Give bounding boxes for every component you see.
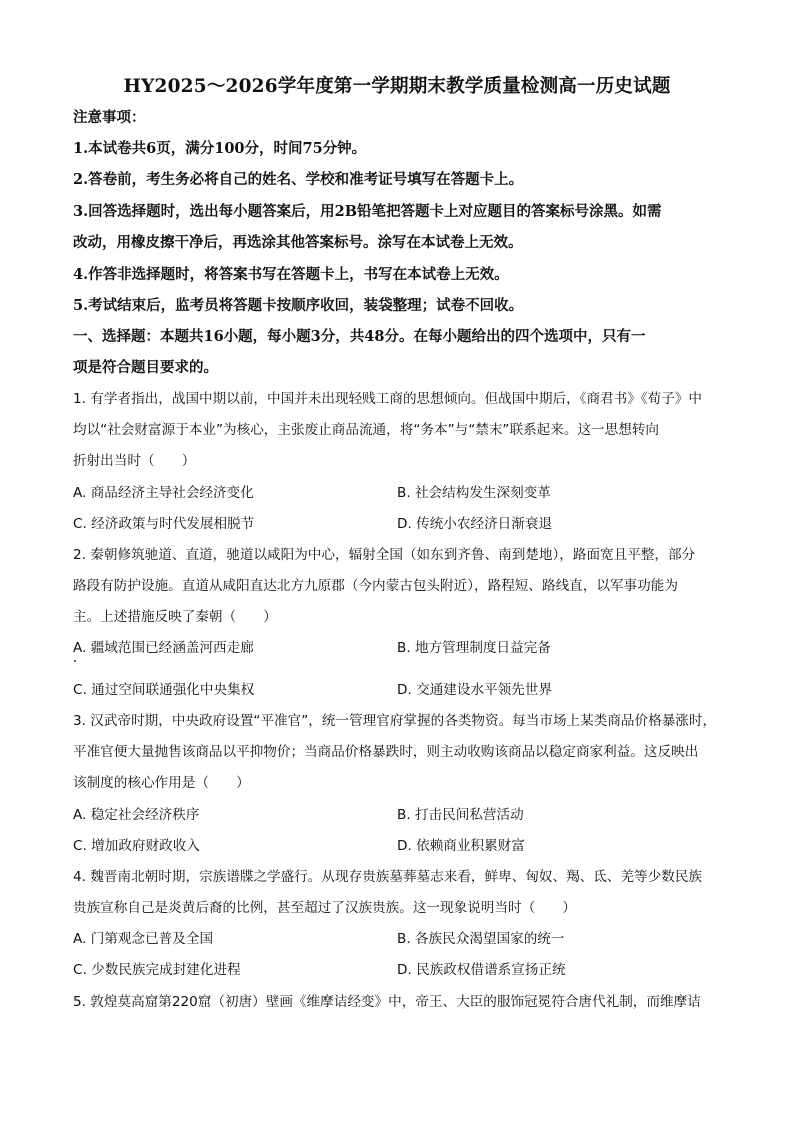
section-heading: 一、选择题：本题共16小题，每小题3分，共48分。在每小题给出的四个选项中，只有一 — [73, 328, 646, 345]
question-4-line-1: 4. 魏晋南北朝时期，宗族谱牒之学盛行。从现存贵族墓葬墓志来看，鲜卑、匈奴、羯、氐、羌等少数民族 — [73, 869, 703, 885]
question-3-option-d: D. 依赖商业积累财富 — [397, 838, 525, 854]
question-1-line-2: 均以“社会财富源于本业”为核心，主张废止商品流通，将“务本”与“禁末”联系起来。这一思想转向 — [73, 422, 660, 438]
question-2-option-d: D. 交通建设水平领先世界 — [397, 682, 553, 698]
question-3-option-a: A. 稳定社会经济秩序 — [73, 807, 200, 823]
question-2-line-2: 路段有防护设施。直道从咸阳直达北方九原郡（今内蒙古包头附近），路程短、路线直，以军事功能为 — [73, 578, 678, 594]
notice-item-4: 4.作答非选择题时，将答案书写在答题卡上，书写在本试卷上无效。 — [73, 266, 509, 283]
notice-item-2: 2.答卷前，考生务必将自己的姓名、学校和准考证号填写在答题卡上。 — [73, 171, 524, 188]
question-1-option-c: C. 经济政策与时代发展相脱节 — [73, 516, 255, 532]
question-1-line-3: 折射出当时（ ） — [73, 453, 196, 469]
question-4-option-a: A. 门第观念已普及全国 — [73, 931, 214, 947]
section-heading-cont: 项是符合题目要求的。 — [73, 359, 218, 376]
question-4-option-d: D. 民族政权借谱系宣扬正统 — [397, 962, 566, 978]
notice-item-5: 5.考试结束后，监考员将答题卡按顺序收回，装袋整理；试卷不回收。 — [73, 297, 524, 314]
notice-item-1: 1.本试卷共6页，满分100分，时间75分钟。 — [73, 140, 367, 157]
exam-title: HY2025～2026学年度第一学期期末教学质量检测高一历史试题 — [123, 76, 671, 97]
question-4-line-2: 贵族宣称自己是炎黄后裔的比例，甚至超过了汉族贵族。这一现象说明当时（ ） — [73, 900, 576, 916]
question-2-option-c: C. 通过空间联通强化中央集权 — [73, 682, 255, 698]
question-2-option-b: B. 地方管理制度日益完备 — [397, 640, 551, 656]
notice-item-3: 3.回答选择题时，选出每小题答案后，用2B铅笔把答题卡上对应题目的答案标号涂黑。如需 — [73, 203, 662, 220]
notice-item-3-cont: 改动，用橡皮擦干净后，再选涂其他答案标号。涂写在本试卷上无效。 — [73, 234, 523, 251]
question-4-option-c: C. 少数民族完成封建化进程 — [73, 962, 241, 978]
question-3-option-c: C. 增加政府财政收入 — [73, 838, 200, 854]
question-3-line-2: 平准官便大量抛售该商品以平抑物价；当商品价格暴跌时，则主动收购该商品以稳定商家利益。这反映出 — [73, 744, 699, 760]
question-2-option-a: A. 疆域范围已经涵盖河西走廊 — [73, 640, 254, 656]
question-2-line-1: 2. 秦朝修筑驰道、直道，驰道以咸阳为中心，辐射全国（如东到齐鲁、南到楚地），路面宽且平整，部分 — [73, 547, 696, 563]
notice-heading: 注意事项： — [73, 109, 146, 126]
question-3-option-b: B. 打击民间私营活动 — [397, 807, 524, 823]
question-2-line-3: 主。上述措施反映了秦朝（ ） — [73, 609, 277, 625]
question-3-line-1: 3. 汉武帝时期，中央政府设置“平准官”，统一管理官府掌握的各类物资。每当市场上某类商品价格暴涨时， — [73, 713, 717, 729]
question-1-option-b: B. 社会结构发生深刻变革 — [397, 485, 551, 501]
question-1-line-1: 1. 有学者指出，战国中期以前，中国并未出现轻贱工商的思想倾向。但战国中期后，《商君书》《荀子》中 — [73, 391, 702, 407]
question-5-line-1: 5. 敦煌莫高窟第220窟（初唐）壁画《维摩诘经变》中，帝王、大臣的服饰冠冕符合唐代礼制，而维摩诘 — [73, 994, 701, 1010]
question-4-option-b: B. 各族民众渴望国家的统一 — [397, 931, 565, 947]
stray-dot-mark — [74, 660, 76, 662]
question-1-option-d: D. 传统小农经济日渐衰退 — [397, 516, 553, 532]
question-3-line-3: 该制度的核心作用是（ ） — [73, 775, 250, 791]
question-1-option-a: A. 商品经济主导社会经济变化 — [73, 485, 254, 501]
